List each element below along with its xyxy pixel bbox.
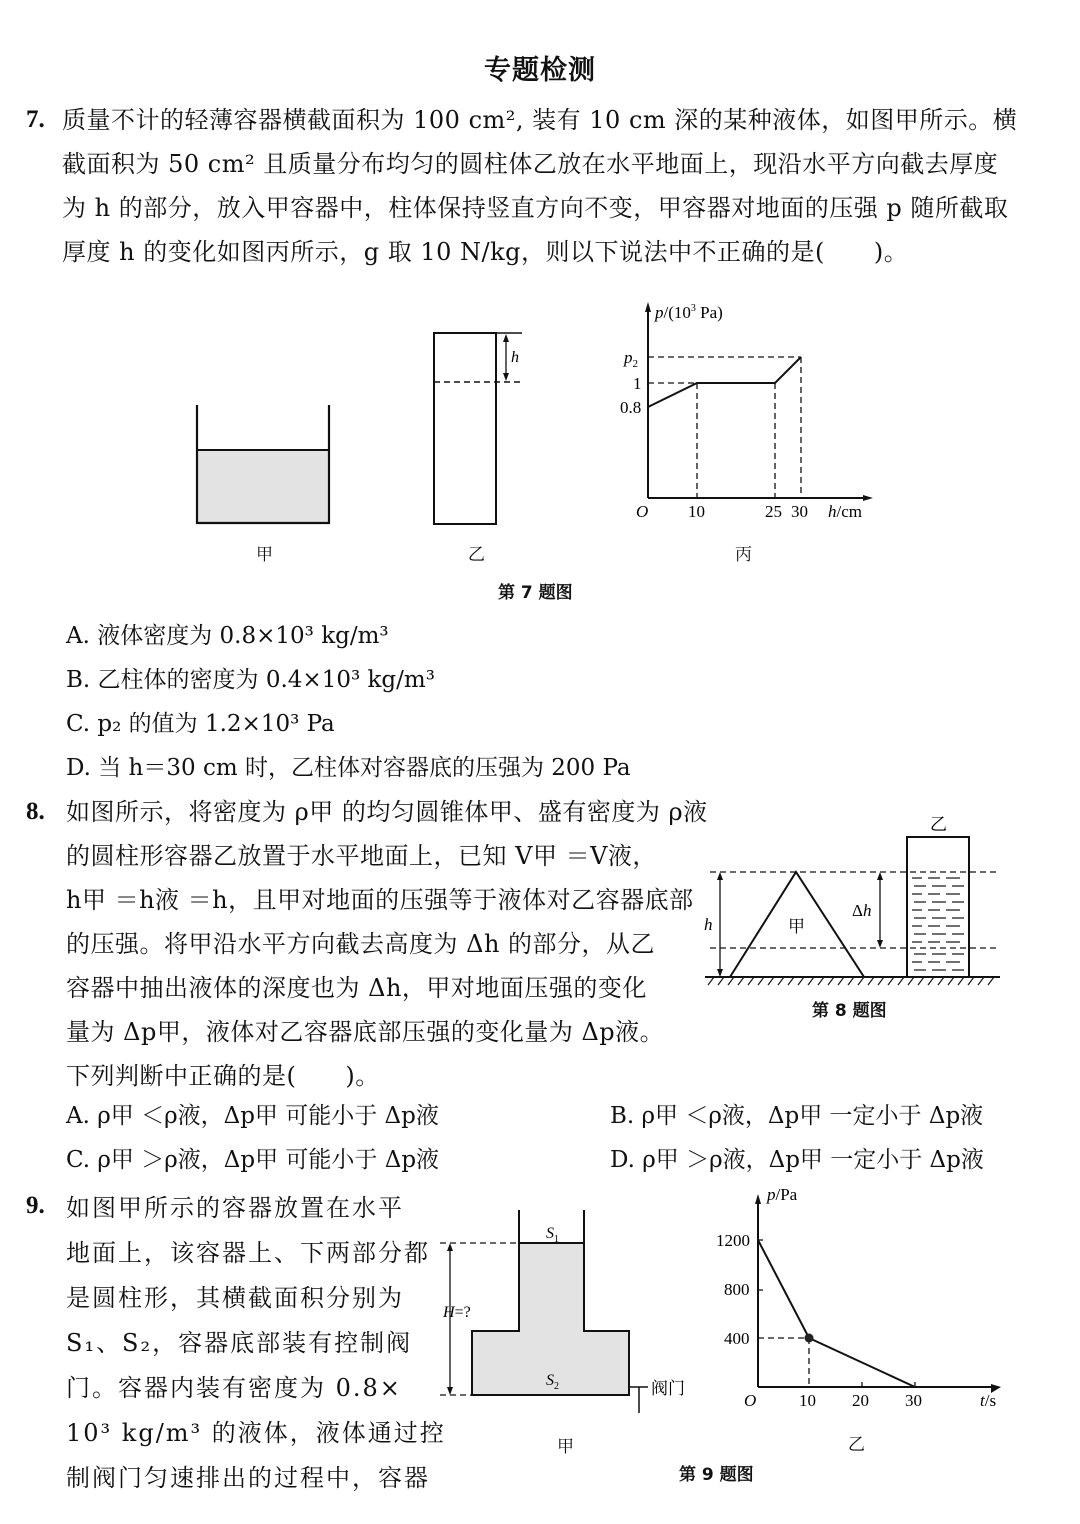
svg-text:25: 25 [765, 502, 782, 521]
fig8-label-yi: 乙 [930, 815, 947, 834]
svg-text:1200: 1200 [716, 1231, 750, 1250]
option-key: B. [610, 1103, 635, 1129]
fig9-container-jia [440, 1205, 710, 1435]
option-text: 乙柱体的密度为 0.4×10³ kg/m³ [97, 667, 435, 693]
q8-stem-line: 下列判断中正确的是( )。 [66, 1062, 380, 1090]
svg-text:O: O [744, 1391, 757, 1410]
svg-text:h/cm: h/cm [828, 502, 862, 521]
q9-stem [66, 1186, 446, 1501]
fig7-label-jia: 甲 [256, 545, 273, 565]
fig9-label-jia: 甲 [557, 1437, 574, 1457]
fig9-chart-yi [712, 1180, 1012, 1410]
q8-stem-line: h甲 ＝h液 ＝h，且甲对地面的压强等于液体对乙容器底部 [66, 886, 694, 914]
q7-option-a[interactable] [66, 614, 631, 658]
svg-text:O: O [636, 502, 649, 521]
svg-text:t/s: t/s [980, 1391, 997, 1410]
q9-stem-line: 是圆柱形，其横截面积分别为 [66, 1284, 404, 1312]
option-text: ρ甲 ＞ρ液，Δp甲 可能小于 Δp液 [97, 1147, 440, 1173]
option-text: p₂ 的值为 1.2×10³ Pa [97, 711, 335, 737]
svg-text:S2: $S_2$ [546, 1372, 559, 1392]
option-key: B. [66, 667, 91, 693]
svg-text:p/Pa: p/Pa [767, 1185, 798, 1204]
svg-text:800: 800 [724, 1280, 750, 1299]
q8-option-a[interactable] [66, 1094, 439, 1138]
q7-stem-line: 截面积为 50 cm² 且质量分布均匀的圆柱体乙放在水平地面上，现沿水平方向截去厚度 [62, 150, 999, 178]
option-text: 液体密度为 0.8×10³ kg/m³ [97, 623, 389, 649]
q8-option-b[interactable] [610, 1094, 983, 1138]
svg-text:0.8: 0.8 [620, 398, 642, 417]
q8-number: 8. [26, 798, 45, 825]
q7-stem-line: 质量不计的轻薄容器横截面积为 100 cm², 装有 10 cm 深的某种液体，如图甲所示。横 [62, 106, 1018, 134]
option-key: A. [66, 623, 90, 649]
option-key: C. [66, 1147, 91, 1173]
q8-stem-line: 如图所示，将密度为 ρ甲 的均匀圆锥体甲、盛有密度为 ρ液 [66, 798, 708, 826]
q7-option-d[interactable] [66, 746, 631, 790]
fig7-label-bing: 丙 [735, 545, 752, 565]
q8-stem-line: 的压强。将甲沿水平方向截去高度为 Δh 的部分，从乙 [66, 930, 656, 958]
q7-number: 7. [26, 106, 45, 133]
fig7-caption: 第 7 题图 [498, 583, 573, 603]
q8-option-d[interactable] [610, 1138, 984, 1182]
fig8-label-jia: 甲 [788, 917, 805, 936]
q7-option-c[interactable] [66, 702, 631, 746]
svg-text:30: 30 [791, 502, 808, 521]
option-key: C. [66, 711, 91, 737]
fig7-container-jia [190, 400, 340, 530]
svg-text:30: 30 [905, 1391, 922, 1410]
option-key: D. [610, 1147, 635, 1173]
q7-stem [62, 98, 1017, 274]
q9-stem-line: 门。容器内装有密度为 0.8× [66, 1374, 402, 1402]
option-text: ρ甲 ＞ρ液，Δp甲 一定小于 Δp液 [642, 1147, 984, 1173]
svg-text:p/(103 Pa): $p/(10^3$ Pa) [655, 303, 723, 322]
q9-stem-line: 如图甲所示的容器放置在水平 [66, 1194, 404, 1222]
q7-options [66, 614, 631, 790]
option-text: ρ甲 ＜ρ液，Δp甲 可能小于 Δp液 [97, 1103, 439, 1129]
fig7-h-label: h [511, 349, 519, 366]
fig9-valve-label: 阀门 [651, 1379, 685, 1398]
svg-text:10: 10 [799, 1391, 816, 1410]
fig7-cylinder-yi [430, 330, 530, 530]
q7-stem-line: 厚度 h 的变化如图丙所示，g 取 10 N/kg，则以下说法中不正确的是( )。 [62, 238, 909, 266]
svg-text:Δh: Δh [852, 901, 872, 920]
q8-stem-line: 量为 Δp甲，液体对乙容器底部压强的变化量为 Δp液。 [66, 1018, 665, 1046]
q8-stem-line: 的圆柱形容器乙放置于水平地面上，已知 V甲 ＝V液， [66, 842, 657, 870]
fig9-label-yi: 乙 [848, 1435, 865, 1455]
svg-text:S1: $S_1$ [546, 1225, 559, 1245]
q9-stem-line: 地面上，该容器上、下两部分都 [66, 1239, 430, 1267]
fig8-cone-and-container [700, 815, 1010, 990]
fig7-chart-bing [615, 300, 875, 530]
svg-text:10: 10 [688, 502, 705, 521]
option-key: A. [66, 1103, 90, 1129]
svg-text:H=?: H=? [443, 1304, 471, 1321]
svg-text:1: 1 [633, 374, 642, 393]
q9-stem-line: 制阀门匀速排出的过程中，容器 [66, 1464, 430, 1492]
q8-stem-line: 容器中抽出液体的深度也为 Δh，甲对地面压强的变化 [66, 974, 647, 1002]
svg-text:400: 400 [724, 1329, 750, 1348]
q9-stem-line: 10³ kg/m³ 的液体，液体通过控 [66, 1419, 446, 1447]
page-title: 专题检测 [484, 55, 596, 86]
svg-text:p2: $p_2$ [624, 348, 638, 370]
q8-option-c[interactable] [66, 1138, 439, 1182]
q9-number: 9. [26, 1192, 45, 1219]
fig7-label-yi: 乙 [468, 545, 485, 565]
fig8-caption: 第 8 题图 [812, 1001, 887, 1021]
svg-text:20: 20 [852, 1391, 869, 1410]
fig9-caption: 第 9 题图 [679, 1465, 754, 1485]
option-text: ρ甲 ＜ρ液，Δp甲 一定小于 Δp液 [641, 1103, 984, 1129]
q7-stem-line: 为 h 的部分，放入甲容器中，柱体保持竖直方向不变，甲容器对地面的压强 p 随所截取 [62, 194, 1009, 222]
q7-option-b[interactable] [66, 658, 631, 702]
option-key: D. [66, 755, 91, 781]
q9-stem-line: S₁、S₂，容器底部装有控制阀 [66, 1329, 413, 1357]
q8-stem [66, 790, 708, 1098]
option-text: 当 h＝30 cm 时，乙柱体对容器底的压强为 200 Pa [98, 755, 631, 781]
svg-text:h: h [704, 915, 713, 934]
